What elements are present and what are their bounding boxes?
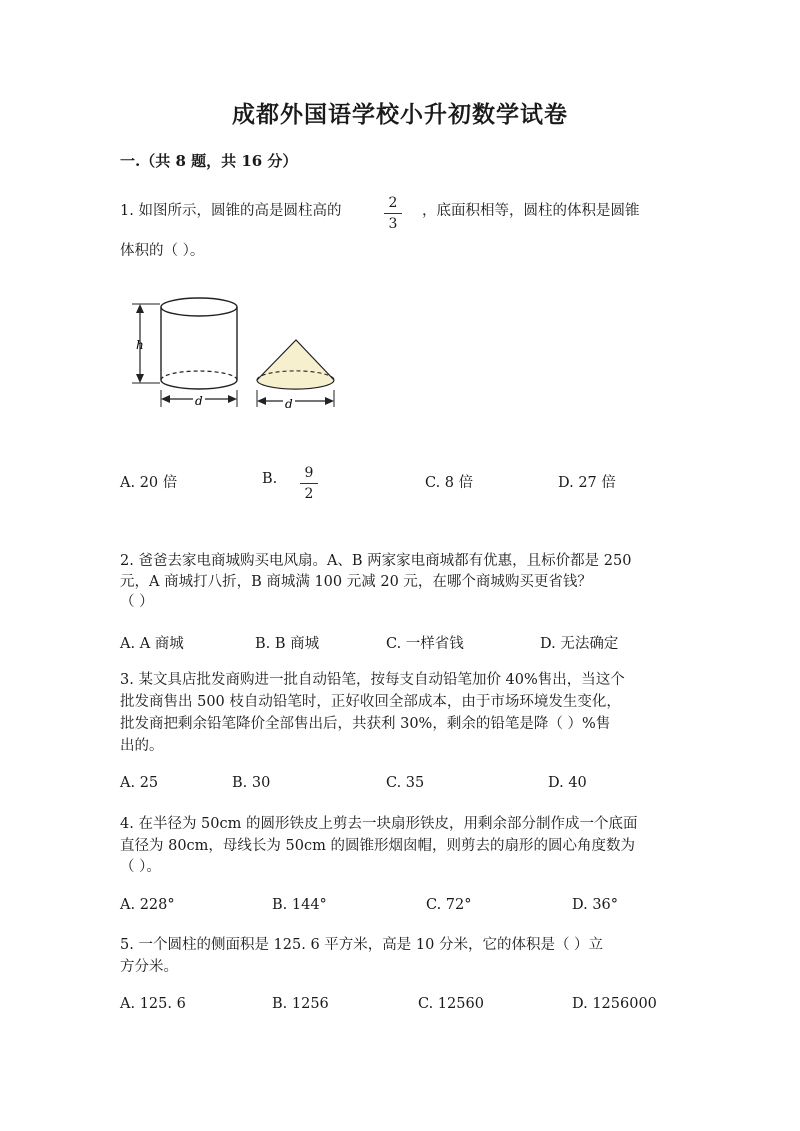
q5-option-b[interactable]: B. 1256 (272, 996, 329, 1012)
fraction-bar (384, 213, 402, 214)
section-heading: 一.（共 8 题，共 16 分） (120, 152, 298, 170)
q2-option-b[interactable]: B. B 商城 (255, 636, 320, 652)
arrow-down-icon (136, 374, 144, 383)
q4-text-line1: 4. 在半径为 50cm 的圆形铁皮上剪去一块扇形铁皮，用剩余部分制作成一个底面 (120, 816, 638, 832)
q1-option-b-fraction (300, 465, 318, 502)
q4-option-a[interactable]: A. 228° (120, 897, 175, 913)
q1-option-d[interactable]: D. 27 倍 (558, 475, 616, 491)
q2-text-line3: （ ） (120, 594, 154, 610)
q3-option-b[interactable]: B. 30 (232, 775, 271, 791)
cylinder-height-label: h (136, 338, 144, 352)
q5-option-d[interactable]: D. 1256000 (572, 996, 657, 1012)
q4-text-line3: （ ）。 (120, 859, 161, 875)
q1-option-b-numerator: 9 (304, 465, 314, 481)
q4-option-b[interactable]: B. 144° (272, 897, 327, 913)
q5-text-line2: 方分米。 (120, 959, 178, 975)
q3-text-line3: 批发商把剩余铅笔降价全部售出后，共获利 30%，剩余的铅笔是降（ ）%售 (120, 716, 611, 732)
q3-option-d[interactable]: D. 40 (548, 775, 587, 791)
q2-option-a[interactable]: A. A 商城 (120, 636, 184, 652)
q5-text-line1: 5. 一个圆柱的侧面积是 125. 6 平方米，高是 10 分米，它的体积是（ ）立 (120, 937, 604, 953)
cylinder-bottom-back (161, 371, 237, 380)
arrow-right-icon (325, 397, 334, 405)
q1-option-c[interactable]: C. 8 倍 (425, 475, 474, 491)
q2-text-line1: 2. 爸爸去家电商城购买电风扇。A、B 两家家电商城都有优惠，且标价都是 250 (120, 553, 632, 569)
q1-figure (120, 290, 345, 420)
arrow-right-icon (228, 395, 237, 403)
q4-option-c[interactable]: C. 72° (426, 897, 472, 913)
cylinder-bottom-front (161, 380, 237, 389)
arrow-left-icon (257, 397, 266, 405)
q1-text-part2: ，底面积相等，圆柱的体积是圆锥 (422, 203, 640, 219)
q5-option-c[interactable]: C. 12560 (418, 996, 484, 1012)
cone-diameter-label: d (285, 397, 293, 411)
q2-option-c[interactable]: C. 一样省钱 (386, 636, 464, 652)
q1-option-b[interactable]: B. (262, 471, 278, 487)
q1-text-line2: 体积的（ ）。 (120, 243, 205, 259)
q3-option-a[interactable]: A. 25 (120, 775, 159, 791)
arrow-left-icon (161, 395, 170, 403)
q4-text-line2: 直径为 80cm，母线长为 50cm 的圆锥形烟囱帽，则剪去的扇形的圆心角度数为 (120, 838, 635, 854)
q1-fraction-denominator: 3 (388, 216, 398, 232)
cylinder-diameter-label: d (195, 394, 203, 408)
arrow-up-icon (136, 304, 144, 313)
q2-option-d[interactable]: D. 无法确定 (540, 636, 619, 652)
page-title: 成都外国语学校小升初数学试卷 (232, 101, 568, 128)
fraction-bar (300, 483, 318, 484)
q4-option-d[interactable]: D. 36° (572, 897, 619, 913)
cone-body (257, 340, 334, 389)
q1-option-b-denominator: 2 (304, 486, 314, 502)
q3-text-line2: 批发商售出 500 枝自动铅笔时，正好收回全部成本，由于市场环境发生变化， (120, 694, 621, 710)
q1-fraction-numerator: 2 (388, 195, 398, 211)
q3-option-c[interactable]: C. 35 (386, 775, 425, 791)
q3-text-line1: 3. 某文具店批发商购进一批自动铅笔，按每支自动铅笔加价 40%售出，当这个 (120, 672, 625, 688)
q1-text-part1: 1. 如图所示，圆锥的高是圆柱高的 (120, 203, 342, 219)
q2-text-line2: 元，A 商城打八折，B 商城满 100 元减 20 元，在哪个商城购买更省钱？ (120, 574, 592, 590)
q5-option-a[interactable]: A. 125. 6 (120, 996, 186, 1012)
q3-text-line4: 出的。 (120, 738, 164, 754)
cylinder-top-ellipse (161, 298, 237, 316)
q1-option-a[interactable]: A. 20 倍 (120, 475, 178, 491)
q1-fraction (384, 195, 402, 232)
